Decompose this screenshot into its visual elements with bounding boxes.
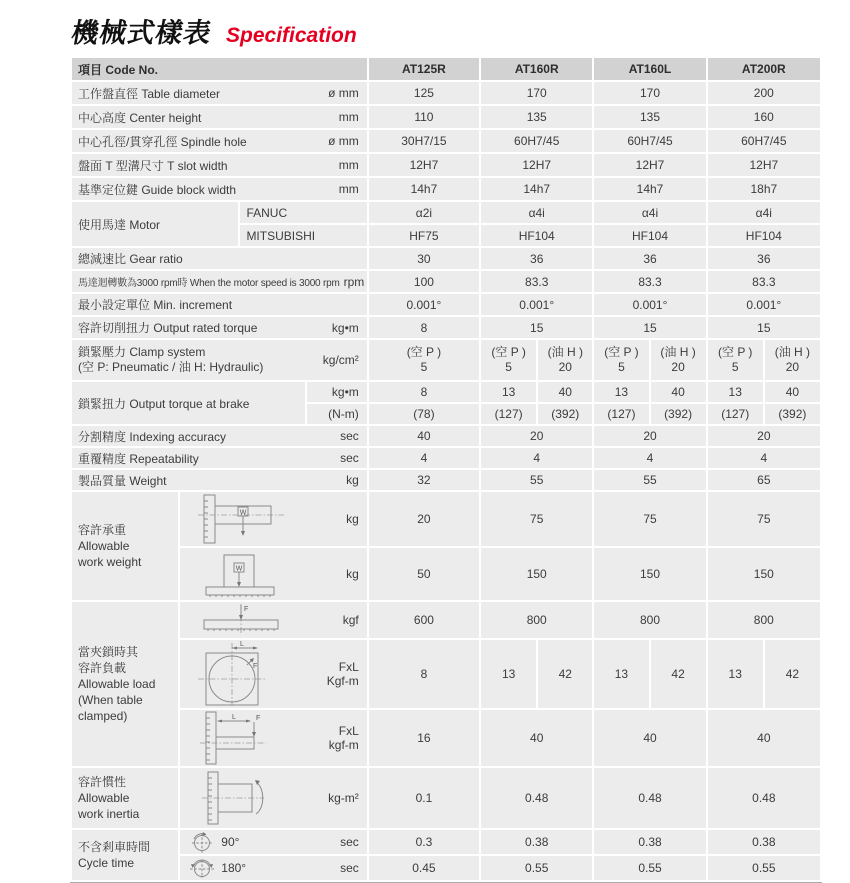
title-zh: 機械式樣表 bbox=[68, 18, 215, 48]
clamp-type: (空 P ) bbox=[491, 345, 526, 359]
value-cell: HF104 bbox=[708, 225, 820, 246]
value-cell: 8 bbox=[369, 382, 479, 402]
brand-label: FANUC bbox=[246, 205, 288, 220]
value-cell: 4 bbox=[708, 448, 820, 468]
row-indexing-accuracy bbox=[72, 426, 820, 446]
row-unit: kg•m bbox=[331, 320, 359, 335]
value-cell: 0.55 bbox=[594, 856, 705, 880]
value-cell: 0.001° bbox=[594, 294, 705, 315]
value-cell: 0.001° bbox=[481, 294, 592, 315]
unit-line: FxL bbox=[338, 724, 359, 738]
value-cell bbox=[765, 340, 820, 380]
diagram-cell bbox=[180, 768, 366, 828]
unit-line: kgf-m bbox=[328, 738, 359, 752]
value-cell: 0.45 bbox=[369, 856, 479, 880]
value-cell: 30 bbox=[369, 248, 479, 269]
clamp-type: (空 P ) bbox=[604, 345, 639, 359]
row-clamped-load-torque bbox=[72, 640, 820, 708]
section-label-line: 不含剎車時間 bbox=[78, 840, 151, 854]
value-cell: 42 bbox=[651, 640, 706, 708]
row-unit: rpm bbox=[343, 274, 365, 289]
value-cell: 170 bbox=[481, 82, 592, 104]
row-label-cell bbox=[72, 340, 367, 380]
value-cell: 36 bbox=[708, 248, 820, 269]
row-label: 分割精度 Indexing accuracy bbox=[78, 429, 227, 444]
value-cell: 0.001° bbox=[369, 294, 479, 315]
row-weight bbox=[72, 470, 820, 490]
clamp-label-line2: (空 P: Pneumatic / 油 H: Hydraulic) bbox=[78, 360, 264, 374]
value-cell: 18h7 bbox=[708, 178, 820, 200]
value-cell: 15 bbox=[481, 317, 592, 338]
section-label-cell bbox=[72, 602, 178, 766]
value-cell: (127) bbox=[481, 404, 536, 424]
value-cell: 8 bbox=[369, 640, 479, 708]
row-label: 重覆精度 Repeatability bbox=[78, 451, 199, 466]
brand-label: MITSUBISHI bbox=[246, 228, 316, 243]
value-cell: 125 bbox=[369, 82, 479, 104]
clamp-value: 20 bbox=[671, 360, 685, 374]
row-label-cell bbox=[72, 106, 367, 128]
angle-label: 90° bbox=[221, 835, 240, 849]
value-cell: 36 bbox=[481, 248, 592, 269]
value-cell: 0.48 bbox=[594, 768, 705, 828]
section-label-line: clamped) bbox=[78, 709, 128, 723]
value-cell: 75 bbox=[594, 492, 705, 546]
value-cell: (392) bbox=[538, 404, 592, 424]
row-unit: sec bbox=[340, 861, 359, 875]
motor-label-cell bbox=[72, 202, 238, 246]
row-unit: kg bbox=[346, 567, 359, 581]
unit-cell: kg•m bbox=[307, 382, 367, 402]
corner-label: 項目 Code No. bbox=[78, 62, 158, 77]
value-cell: 150 bbox=[481, 548, 592, 600]
row-label: 鎖緊扭力 Output torque at brake bbox=[78, 396, 250, 411]
value-cell bbox=[594, 340, 648, 380]
row-label: 最小設定單位 Min. increment bbox=[78, 298, 233, 312]
row-label: 使用馬達 Motor bbox=[78, 217, 161, 232]
row-unit: sec bbox=[340, 451, 359, 465]
diagram-cell bbox=[180, 710, 366, 766]
value-cell: 12H7 bbox=[708, 154, 820, 176]
force-label: F bbox=[244, 606, 249, 613]
value-cell: 12H7 bbox=[481, 154, 592, 176]
value-cell: 60H7/45 bbox=[708, 130, 820, 152]
value-cell: 40 bbox=[369, 426, 479, 446]
unit-cell: (N-m) bbox=[307, 404, 367, 424]
value-cell: 100 bbox=[369, 271, 479, 292]
value-cell: 600 bbox=[369, 602, 479, 638]
section-label-line: Allowable load bbox=[78, 677, 156, 691]
value-cell: 150 bbox=[594, 548, 705, 600]
clamp-value: 5 bbox=[505, 360, 512, 374]
row-unit: mm bbox=[338, 182, 359, 196]
length-label: L bbox=[240, 641, 245, 648]
section-label bbox=[72, 522, 178, 570]
clamp-value: 20 bbox=[785, 360, 800, 374]
row-unit bbox=[329, 724, 359, 752]
row-label-cell bbox=[72, 382, 305, 424]
value-cell: 55 bbox=[481, 470, 592, 490]
clamp-type: (油 H ) bbox=[547, 345, 583, 359]
top-load-diagram bbox=[196, 549, 288, 599]
row-label-cell bbox=[72, 130, 367, 152]
value-cell: 800 bbox=[708, 602, 820, 638]
value-cell: 0.001° bbox=[708, 294, 820, 315]
value-cell: 200 bbox=[708, 82, 820, 104]
value-cell bbox=[651, 340, 706, 380]
value-cell: α2i bbox=[369, 202, 479, 223]
row-label-cell bbox=[72, 82, 367, 104]
diagram-cell bbox=[180, 548, 366, 600]
value-cell bbox=[708, 340, 763, 380]
row-unit bbox=[327, 660, 359, 688]
value-cell bbox=[481, 340, 536, 380]
torque-diagram bbox=[196, 641, 270, 707]
value-cell: 83.3 bbox=[481, 271, 592, 292]
value-cell: 75 bbox=[708, 492, 820, 546]
row-clamped-load-axial bbox=[72, 602, 820, 638]
row-label: 總減速比 Gear ratio bbox=[78, 252, 183, 266]
value-cell: 13 bbox=[481, 382, 536, 402]
value-cell: (127) bbox=[594, 404, 648, 424]
section-label-cell bbox=[72, 830, 178, 880]
section-label-line: work weight bbox=[78, 555, 142, 569]
value-cell: 20 bbox=[708, 426, 820, 446]
row-brake-torque-kgm bbox=[72, 382, 820, 402]
value-cell: 0.48 bbox=[708, 768, 820, 828]
value-cell: 15 bbox=[594, 317, 705, 338]
value-cell: 20 bbox=[481, 426, 592, 446]
value-cell: 30H7/15 bbox=[369, 130, 479, 152]
value-cell: 12H7 bbox=[369, 154, 479, 176]
clamp-value: 20 bbox=[558, 360, 572, 374]
col-header-at160l: AT160L bbox=[594, 58, 705, 80]
value-cell: HF104 bbox=[594, 225, 705, 246]
value-cell: 40 bbox=[594, 710, 705, 766]
value-cell: 40 bbox=[765, 382, 820, 402]
row-label-cell bbox=[72, 294, 367, 315]
row-label-cell bbox=[72, 178, 367, 200]
clamp-value: 5 bbox=[420, 360, 428, 374]
value-cell: 13 bbox=[481, 640, 536, 708]
col-header-at200r: AT200R bbox=[708, 58, 820, 80]
row-clamp-system bbox=[72, 340, 820, 380]
row-label-cell bbox=[72, 426, 367, 446]
value-cell: (392) bbox=[765, 404, 820, 424]
row-clamped-load-radial bbox=[72, 710, 820, 766]
value-cell: 13 bbox=[708, 382, 763, 402]
row-label: 容許切削扭力 Output rated torque bbox=[78, 321, 258, 335]
section-label-line: Allowable bbox=[78, 539, 130, 553]
value-cell: 135 bbox=[594, 106, 705, 128]
row-label: 中心孔徑/貫穿孔徑 Spindle hole bbox=[78, 134, 247, 149]
motor-brand-cell bbox=[240, 225, 366, 246]
corner-header-cell bbox=[72, 58, 367, 80]
section-label bbox=[72, 774, 178, 822]
value-cell: (78) bbox=[369, 404, 479, 424]
row-gear-ratio bbox=[72, 248, 820, 269]
section-label bbox=[72, 644, 178, 724]
value-cell: HF104 bbox=[481, 225, 592, 246]
row-label bbox=[78, 345, 263, 375]
value-cell: 4 bbox=[481, 448, 592, 468]
clamp-label-line1: 鎖緊壓力 Clamp system bbox=[78, 345, 206, 359]
section-label-line: Cycle time bbox=[78, 856, 135, 870]
row-t-slot bbox=[72, 154, 820, 176]
row-table-diameter bbox=[72, 82, 820, 104]
section-label-line: 容許慣性 bbox=[78, 775, 127, 789]
row-label: 盤面 T 型溝尺寸 T slot width bbox=[78, 158, 228, 173]
row-label-cell bbox=[72, 271, 367, 292]
row-unit: mm bbox=[338, 158, 359, 172]
value-cell: 65 bbox=[708, 470, 820, 490]
value-cell: 4 bbox=[369, 448, 479, 468]
value-cell bbox=[538, 340, 592, 380]
row-work-weight-side bbox=[72, 492, 820, 546]
axial-force-diagram bbox=[196, 603, 288, 637]
clamp-value: 5 bbox=[618, 360, 625, 374]
col-header-at160r: AT160R bbox=[481, 58, 592, 80]
section-label-cell bbox=[72, 492, 178, 600]
section-label-line: 容許承重 bbox=[78, 523, 127, 537]
diagram-cell bbox=[180, 640, 366, 708]
value-cell: 13 bbox=[594, 382, 648, 402]
value-cell: 20 bbox=[369, 492, 479, 546]
value-cell: 60H7/45 bbox=[481, 130, 592, 152]
value-cell: 160 bbox=[708, 106, 820, 128]
value-cell: 42 bbox=[765, 640, 820, 708]
section-label-line: 當夾鎖時其 bbox=[78, 645, 139, 659]
diagram-cell bbox=[180, 602, 366, 638]
value-cell: 75 bbox=[481, 492, 592, 546]
motor-brand-cell bbox=[240, 202, 366, 223]
row-rated-torque bbox=[72, 317, 820, 338]
row-min-increment bbox=[72, 294, 820, 315]
row-label-cell bbox=[72, 317, 367, 338]
value-cell: 4 bbox=[594, 448, 705, 468]
row-unit: ø mm bbox=[328, 134, 359, 148]
value-cell: 135 bbox=[481, 106, 592, 128]
clamp-type: (空 P ) bbox=[717, 345, 753, 359]
value-cell: 800 bbox=[481, 602, 592, 638]
value-cell: 55 bbox=[594, 470, 705, 490]
value-cell: 110 bbox=[369, 106, 479, 128]
value-cell: α4i bbox=[481, 202, 592, 223]
value-cell: 13 bbox=[594, 640, 648, 708]
side-load-diagram bbox=[196, 494, 288, 544]
diagram-cell bbox=[180, 492, 366, 546]
row-label-cell bbox=[72, 448, 367, 468]
row-center-height bbox=[72, 106, 820, 128]
weight-label: W bbox=[239, 509, 247, 517]
value-cell: (392) bbox=[651, 404, 706, 424]
row-unit: ø mm bbox=[328, 86, 359, 100]
value-cell: 16 bbox=[369, 710, 479, 766]
value-cell: α4i bbox=[594, 202, 705, 223]
value-cell: 15 bbox=[708, 317, 820, 338]
value-cell: 0.38 bbox=[594, 830, 705, 854]
section-label bbox=[72, 839, 178, 871]
row-unit: kg/cm² bbox=[322, 353, 359, 367]
row-label: 基準定位鍵 Guide block width bbox=[78, 182, 237, 197]
force-label: F bbox=[256, 715, 261, 722]
clamp-value: 5 bbox=[731, 360, 739, 374]
col-header-at125r: AT125R bbox=[369, 58, 479, 80]
value-cell: 83.3 bbox=[708, 271, 820, 292]
value-cell: 13 bbox=[708, 640, 763, 708]
value-cell: 12H7 bbox=[594, 154, 705, 176]
row-guide-block bbox=[72, 178, 820, 200]
value-cell: 0.38 bbox=[708, 830, 820, 854]
row-label-cell bbox=[72, 154, 367, 176]
row-unit: kg bbox=[346, 473, 359, 487]
value-cell: 40 bbox=[708, 710, 820, 766]
value-cell: 14h7 bbox=[369, 178, 479, 200]
unit-line: FxL bbox=[338, 660, 359, 674]
value-cell: 60H7/45 bbox=[594, 130, 705, 152]
value-cell: 0.55 bbox=[708, 856, 820, 880]
specification-table bbox=[70, 56, 822, 883]
value-cell: 83.3 bbox=[594, 271, 705, 292]
value-cell: 150 bbox=[708, 548, 820, 600]
title-en: Specification bbox=[226, 24, 357, 47]
length-label: L bbox=[232, 714, 237, 721]
value-cell: 0.48 bbox=[481, 768, 592, 828]
value-cell: 0.1 bbox=[369, 768, 479, 828]
unit-line: Kgf-m bbox=[326, 674, 359, 688]
value-cell: 20 bbox=[594, 426, 705, 446]
rotation-90-icon bbox=[190, 831, 214, 853]
row-motor-speed bbox=[72, 271, 820, 292]
row-unit: sec bbox=[340, 429, 359, 443]
row-work-inertia bbox=[72, 768, 820, 828]
rotation-180-icon bbox=[190, 857, 214, 879]
value-cell: 14h7 bbox=[594, 178, 705, 200]
row-label-cell bbox=[72, 248, 367, 269]
section-label-cell bbox=[72, 768, 178, 828]
value-cell: 0.3 bbox=[369, 830, 479, 854]
value-cell: 14h7 bbox=[481, 178, 592, 200]
row-label: 中心高度 Center height bbox=[78, 110, 202, 125]
value-cell: 800 bbox=[594, 602, 705, 638]
diagram-cell bbox=[180, 830, 366, 854]
value-cell: HF75 bbox=[369, 225, 479, 246]
value-cell: 42 bbox=[538, 640, 592, 708]
value-cell: 0.55 bbox=[481, 856, 592, 880]
row-label: 工作盤直徑 Table diameter bbox=[78, 86, 221, 101]
section-label-line: work inertia bbox=[78, 807, 140, 821]
diagram-cell bbox=[180, 856, 366, 880]
value-cell: 40 bbox=[481, 710, 592, 766]
value-cell bbox=[369, 340, 479, 380]
row-motor-fanuc bbox=[72, 202, 820, 223]
angle-label: 180° bbox=[221, 861, 247, 875]
header-row bbox=[72, 58, 820, 80]
section-label-line: 容許負載 bbox=[78, 661, 127, 675]
clamp-type: (油 H ) bbox=[774, 345, 811, 359]
clamp-type: (空 P ) bbox=[406, 345, 442, 359]
row-unit: kg-m² bbox=[328, 791, 359, 805]
value-cell: (127) bbox=[708, 404, 763, 424]
weight-label: W bbox=[235, 565, 243, 573]
radial-arm-diagram bbox=[196, 711, 288, 765]
force-label: F bbox=[253, 663, 258, 670]
value-cell: 50 bbox=[369, 548, 479, 600]
row-cycle-time-180 bbox=[72, 856, 820, 880]
value-cell: 0.38 bbox=[481, 830, 592, 854]
row-unit: kgf bbox=[342, 613, 359, 627]
row-label: 製品質量 Weight bbox=[78, 473, 167, 488]
value-cell: 36 bbox=[594, 248, 705, 269]
value-cell: 40 bbox=[538, 382, 592, 402]
row-spindle-hole bbox=[72, 130, 820, 152]
inertia-diagram bbox=[196, 770, 288, 826]
section-label-line: Allowable bbox=[78, 791, 130, 805]
value-cell: 170 bbox=[594, 82, 705, 104]
row-label-cell bbox=[72, 470, 367, 490]
page-title bbox=[68, 11, 850, 50]
row-cycle-time-90 bbox=[72, 830, 820, 854]
value-cell: 40 bbox=[651, 382, 706, 402]
value-cell: 32 bbox=[369, 470, 479, 490]
row-label: 馬達迴轉數為3000 rpm時 When the motor speed is 3000 rpm bbox=[78, 278, 340, 289]
section-label-line: (When table bbox=[78, 693, 143, 707]
row-repeatability bbox=[72, 448, 820, 468]
row-unit: sec bbox=[340, 835, 359, 849]
clamp-type: (油 H ) bbox=[660, 345, 696, 359]
value-cell: α4i bbox=[708, 202, 820, 223]
row-unit: mm bbox=[338, 110, 359, 124]
value-cell: 8 bbox=[369, 317, 479, 338]
row-unit: kg bbox=[346, 512, 359, 526]
row-work-weight-top bbox=[72, 548, 820, 600]
